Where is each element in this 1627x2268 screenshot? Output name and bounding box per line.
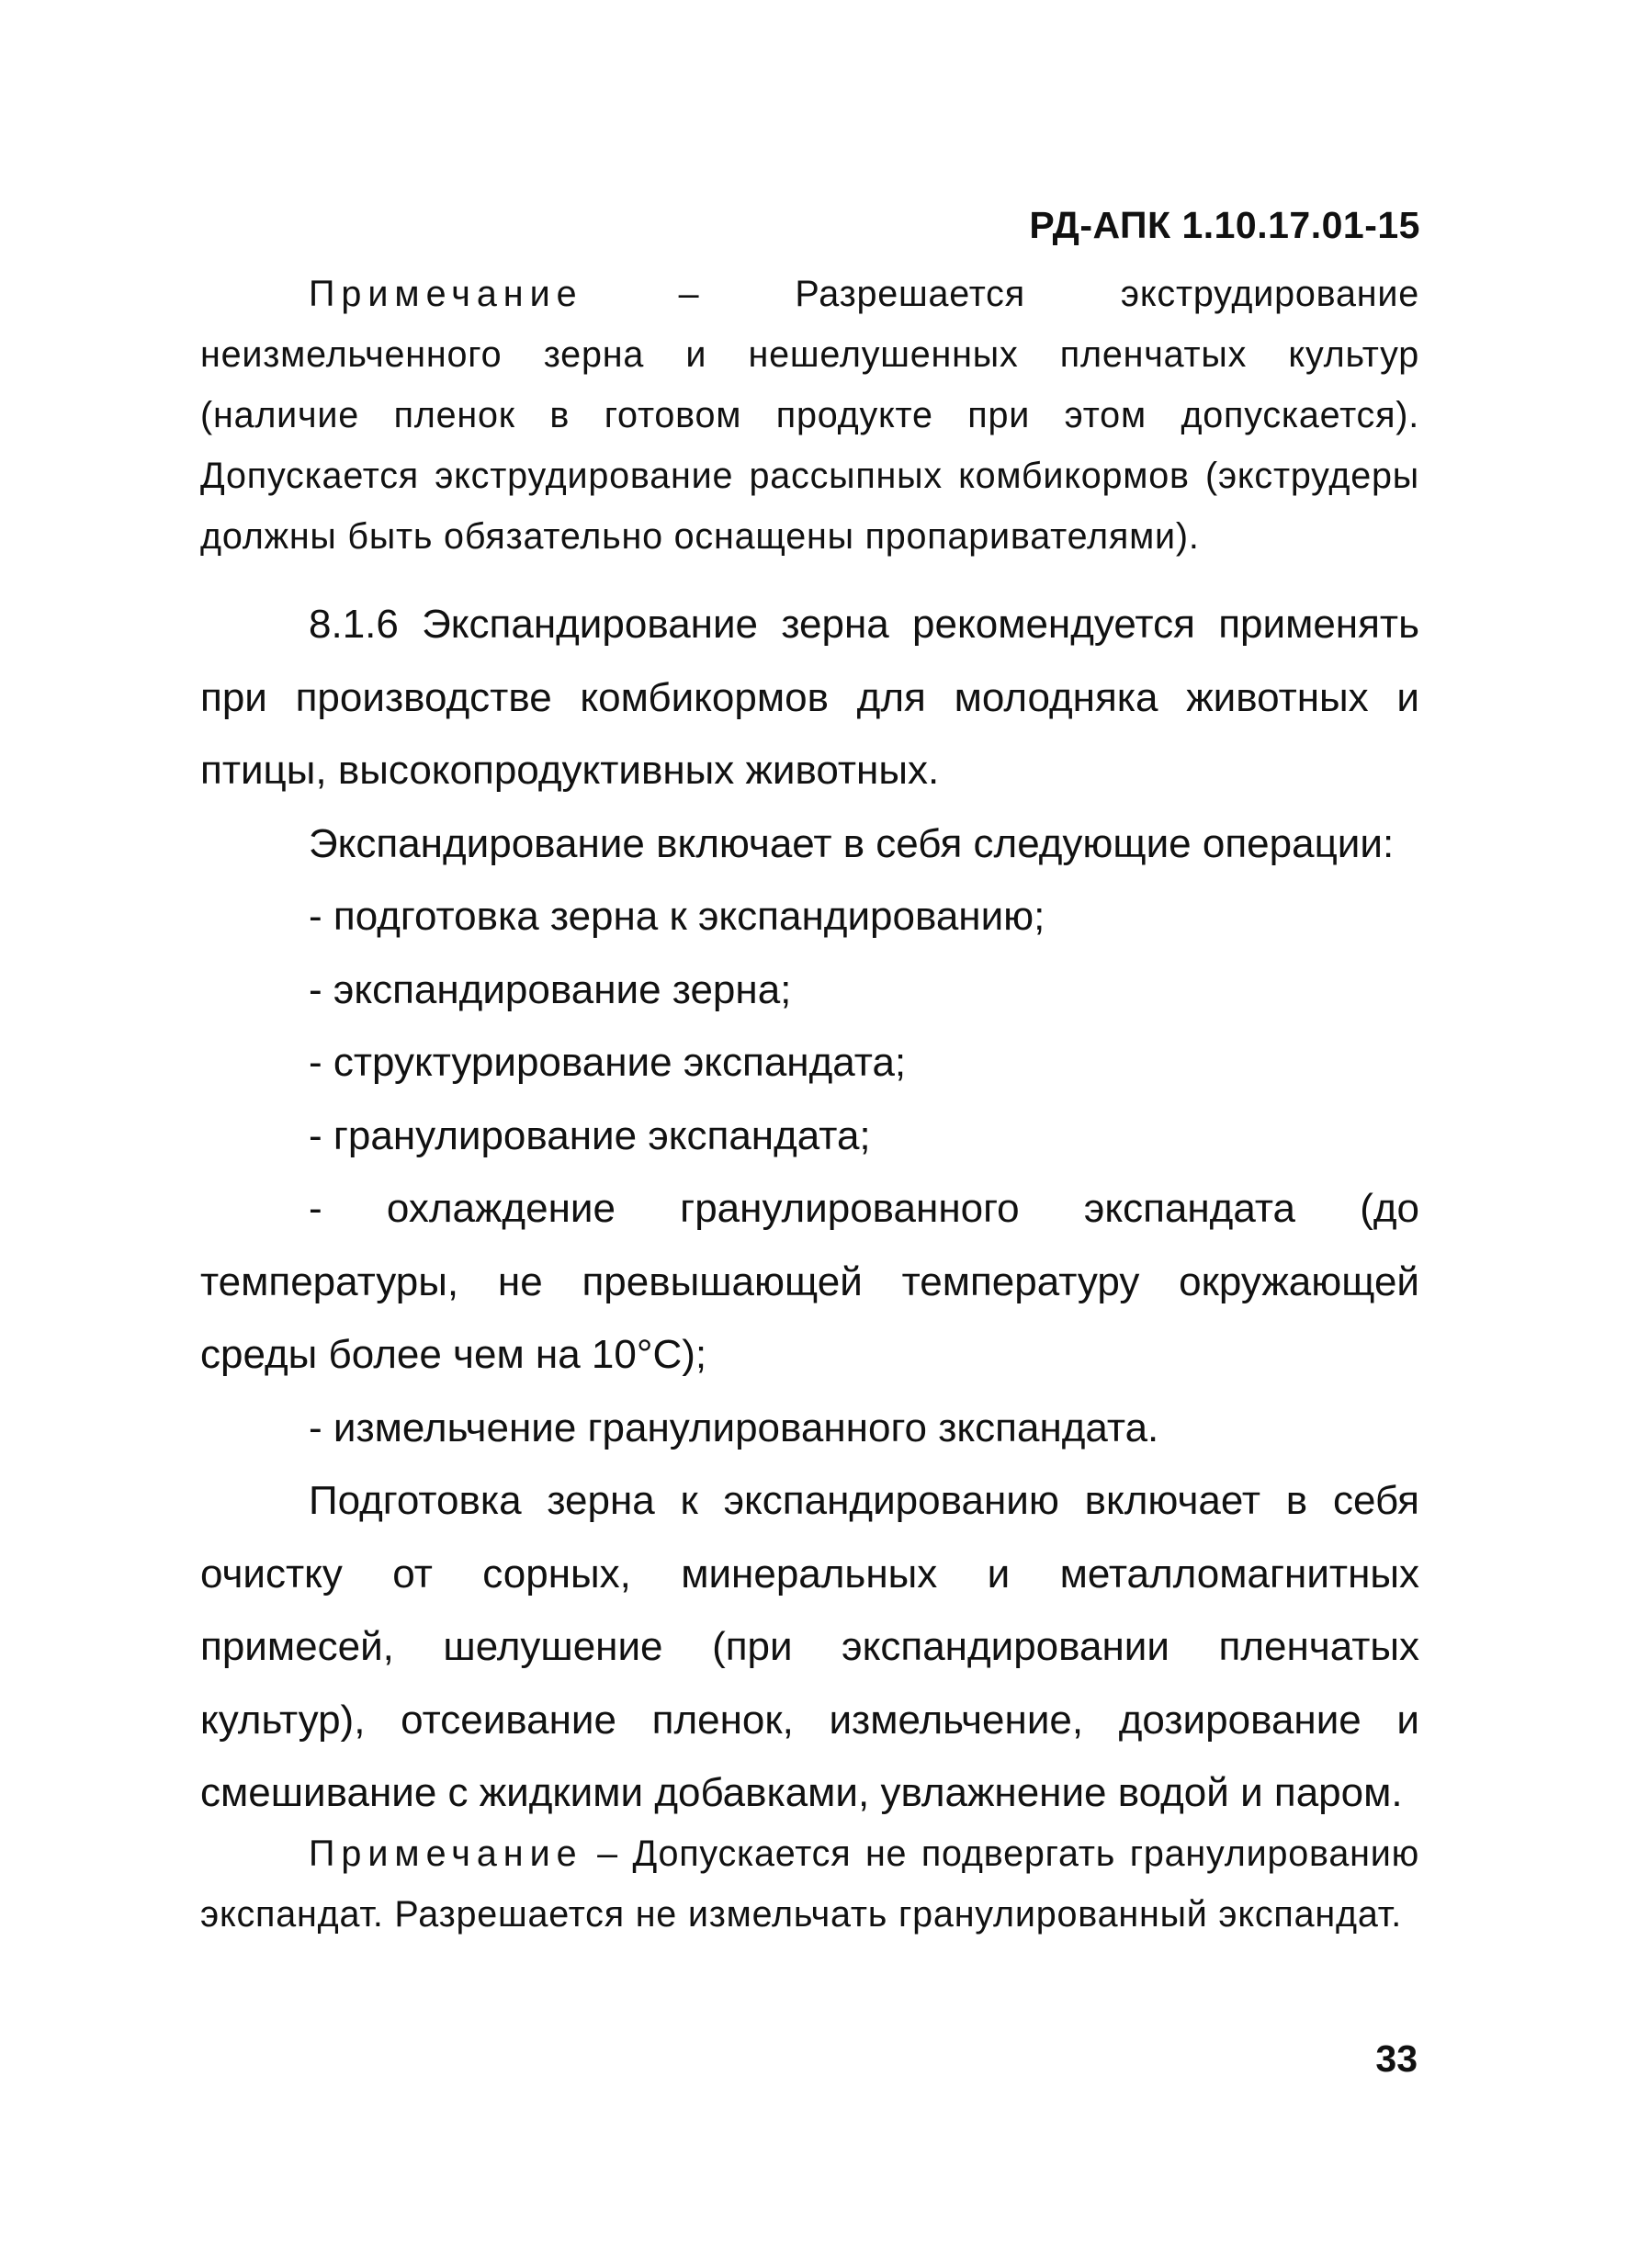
note-bottom [200,1823,1419,1945]
note-bottom-label: Примечание [309,1834,583,1874]
list-item: - гранулирование экспандата; [309,1112,871,1158]
operations-intro: Экспандирование включает в себя следующие операции: [309,820,1395,866]
note-top-label: Примечание [309,274,583,314]
document-code: РД-АПК 1.10.17.01-15 [1029,204,1420,246]
note-bottom-text: – Допускается не подвергать гранулированию экспандат. Разрешается не измельчать гранулированный экспандат. [200,1834,1419,1935]
note-top-paragraph [200,264,1419,567]
list-item: - охлаждение гранулированного экспандата (до температуры, не превышающей температуру окружающей среды более чем на 10°С); [200,1186,1419,1377]
note-top-text: – Разрешается экструдирование неизмельченного зерна и нешелушенных пленчатых культур (наличие пленок в готовом продукте при этом допускается). Допускается экструдирование рассыпных комбикормов (экструдеры должны быть обязательно оснащены пропаривателями). [200,274,1419,557]
list-item: - экспандирование зерна; [309,966,792,1012]
list-item: - структурирование экспандата; [309,1040,907,1085]
preparation-paragraph: Подготовка зерна к экспандированию включает в себя очистку от сорных, минеральных и металломагнитных примесей, шелушение (при экспандировании пленчатых культур), отсеивание пленок, измельчение, дозирование и смешивание с жидкими добавками, увлажнение водой и паром. [200,1478,1419,1815]
section-body [200,588,1419,1830]
list-item: - измельчение гранулированного зкспандата. [309,1405,1159,1450]
note-top [200,264,1419,567]
list-item: - подготовка зерна к экспандированию; [309,894,1045,939]
section-paragraph-8-1-6: 8.1.6 Экспандирование зерна рекомендуется применять при производстве комбикормов для молодняка животных и птицы, высокопродуктивных животных. [200,602,1419,793]
page-number: 33 [1375,2037,1418,2080]
note-bottom-paragraph [200,1823,1419,1945]
